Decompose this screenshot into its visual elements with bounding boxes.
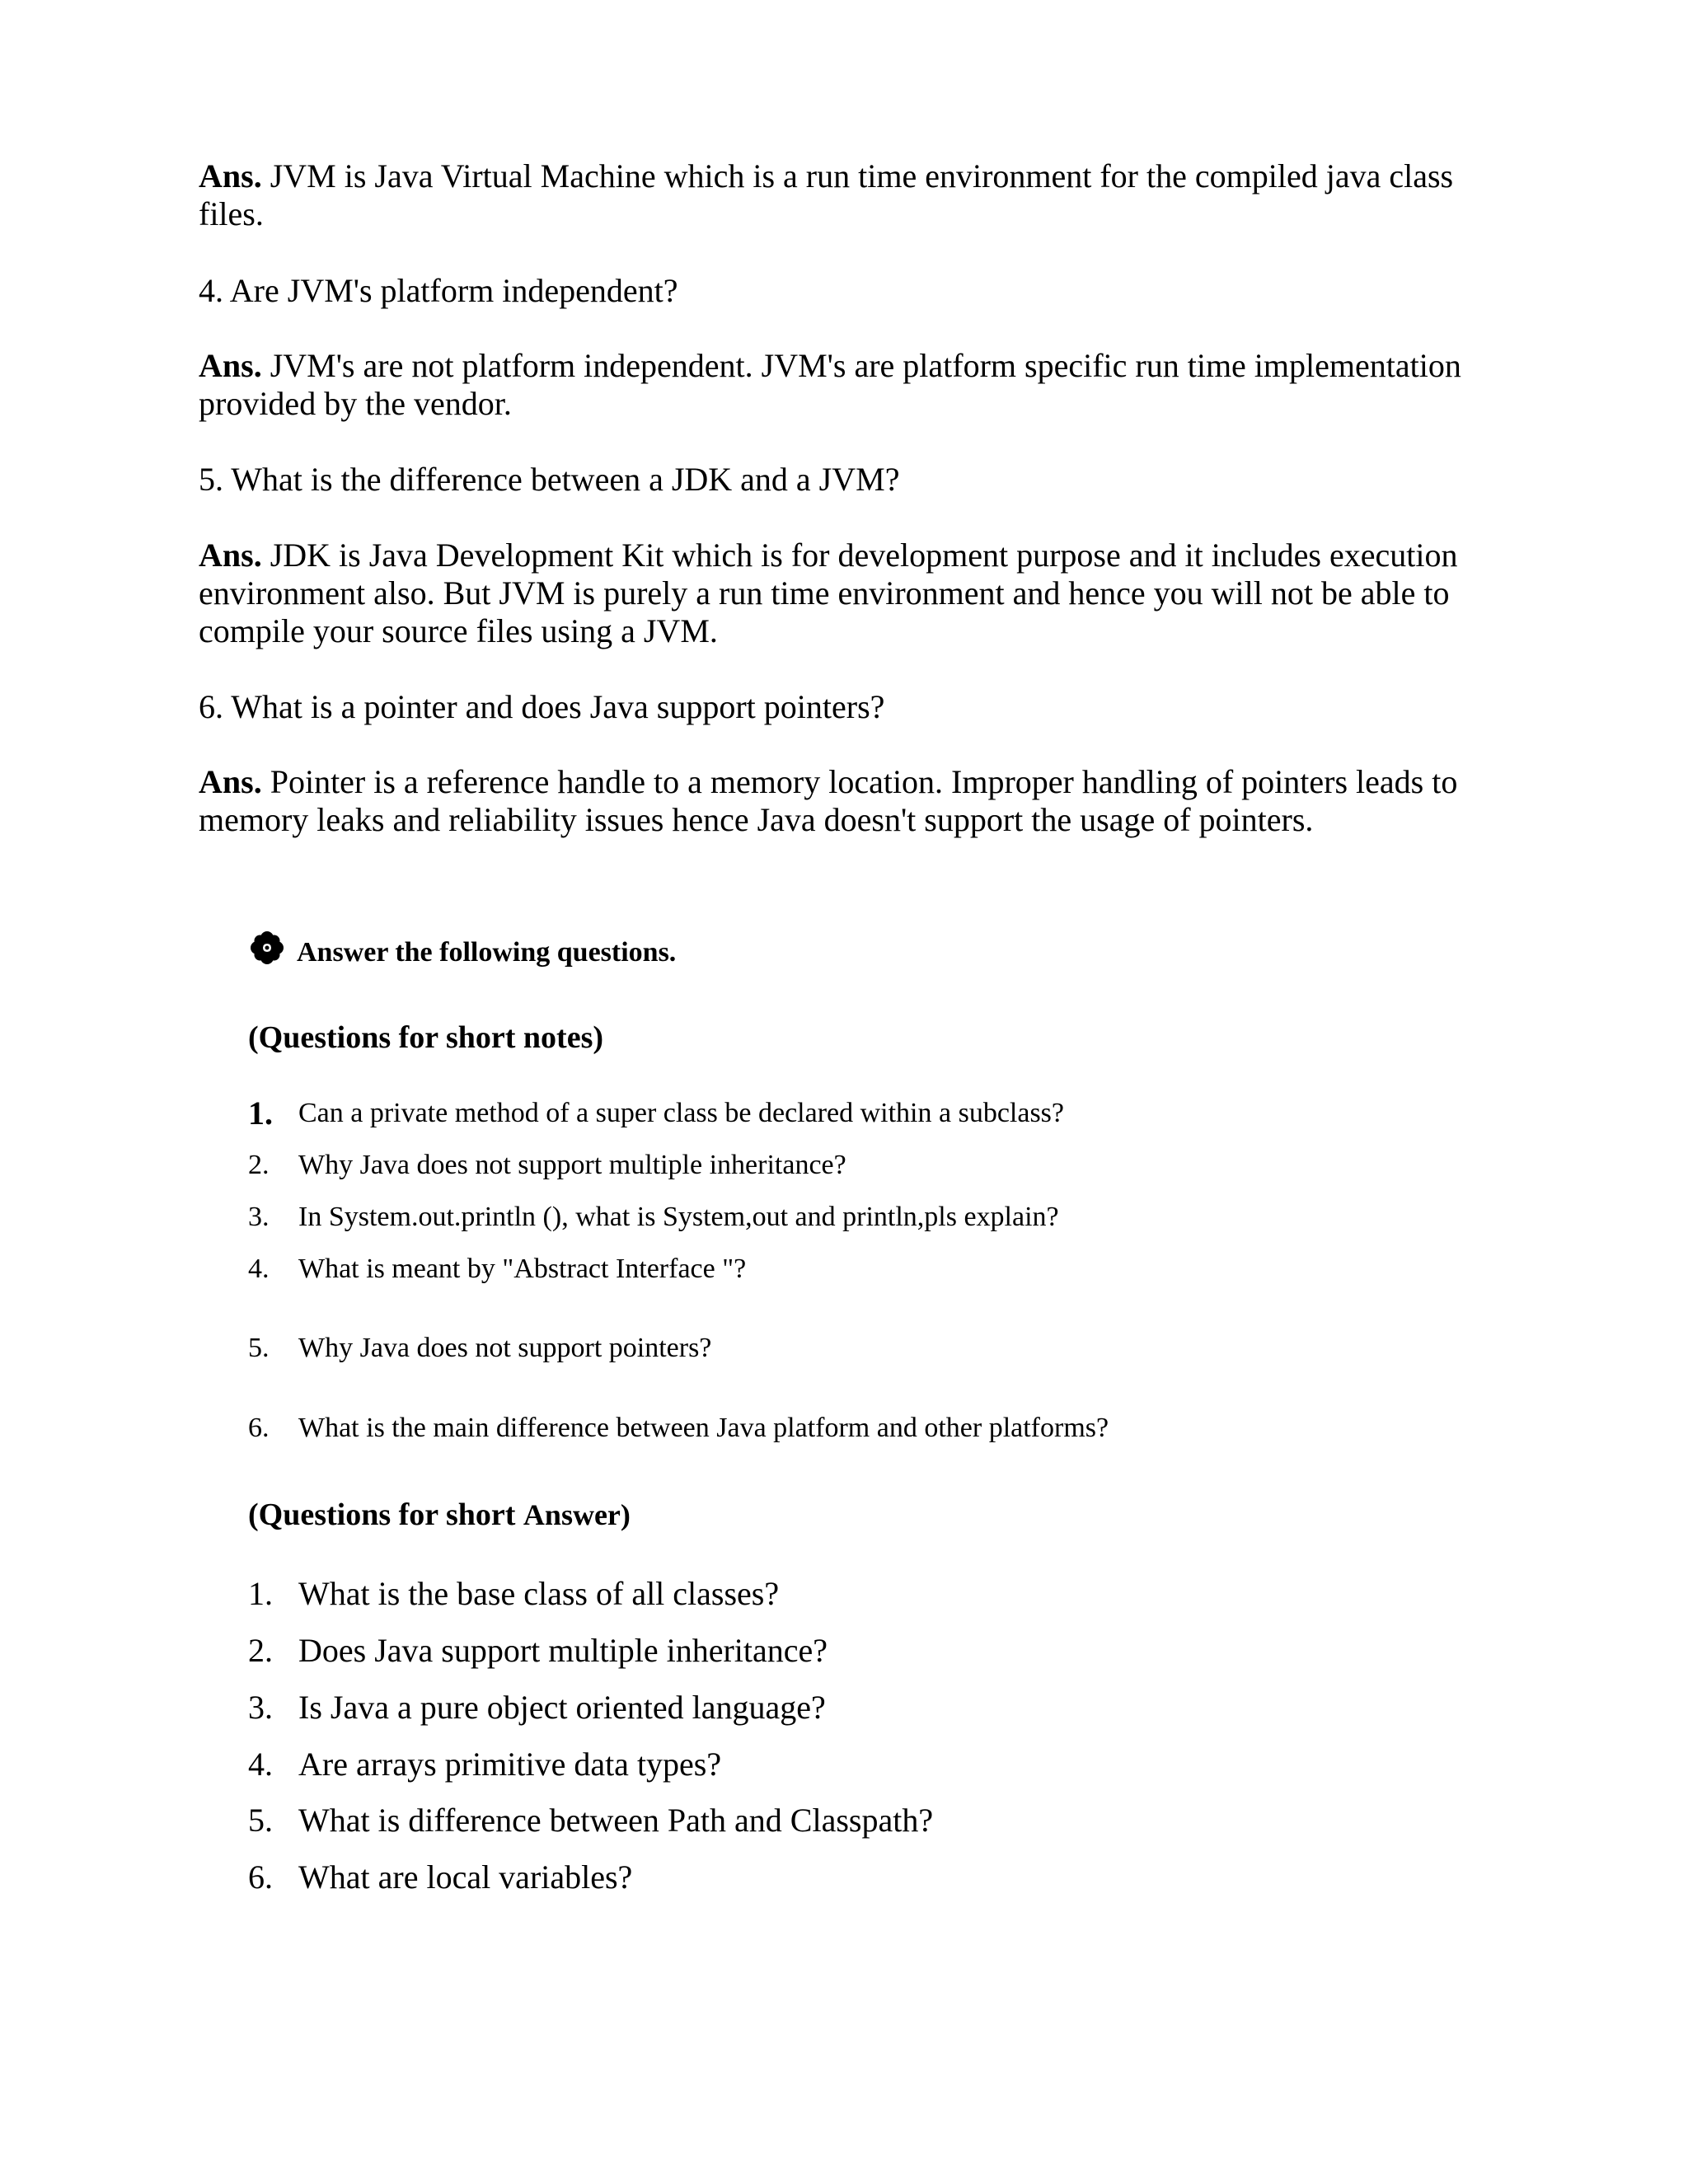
list-item bbox=[248, 1632, 828, 1670]
list-text: Are arrays primitive data types? bbox=[298, 1746, 722, 1783]
short-answer-heading-part2: Answer) bbox=[523, 1498, 631, 1531]
list-text: Is Java a pure object oriented language? bbox=[298, 1689, 826, 1726]
list-text: What is difference between Path and Classpath? bbox=[298, 1802, 934, 1839]
answer-label: Ans. bbox=[199, 157, 262, 194]
list-item bbox=[248, 1332, 711, 1365]
list-text: Why Java does not support multiple inheritance? bbox=[298, 1150, 846, 1180]
answer-label: Ans. bbox=[199, 537, 262, 574]
short-answer-heading-part1: (Questions for short bbox=[248, 1497, 523, 1532]
list-item bbox=[248, 1689, 826, 1727]
list-text: Why Java does not support pointers? bbox=[298, 1333, 712, 1363]
list-number: 3. bbox=[248, 1689, 273, 1726]
list-number: 1. bbox=[248, 1575, 273, 1612]
list-item bbox=[248, 1575, 779, 1613]
question-6: 6. What is a pointer and does Java support pointers? bbox=[199, 688, 885, 725]
list-number: 6. bbox=[248, 1858, 273, 1896]
list-number: 6. bbox=[248, 1413, 270, 1443]
list-text: What is the main difference between Java platform and other platforms? bbox=[298, 1413, 1109, 1443]
list-number: 4. bbox=[248, 1746, 273, 1783]
list-text: Does Java support multiple inheritance? bbox=[298, 1632, 828, 1669]
list-item bbox=[248, 1746, 721, 1783]
exercise-heading: Answer the following questions. bbox=[297, 937, 677, 968]
question-4: 4. Are JVM's platform independent? bbox=[199, 272, 678, 309]
list-item bbox=[248, 1253, 746, 1286]
list-text: What are local variables? bbox=[298, 1858, 633, 1896]
list-text: In System.out.println (), what is System,out and println,pls explain? bbox=[298, 1202, 1059, 1232]
answer-label: Ans. bbox=[199, 347, 262, 384]
answer-4 bbox=[199, 347, 1484, 423]
list-item bbox=[248, 1802, 933, 1840]
list-number: 2. bbox=[248, 1632, 273, 1669]
answer-text: Pointer is a reference handle to a memory location. Improper handling of pointers leads to memory leaks and reliability issues hence Java doesn't support the usage of pointers. bbox=[199, 763, 1458, 838]
list-text: What is the base class of all classes? bbox=[298, 1575, 780, 1612]
answer-text: JVM's are not platform independent. JVM's are platform specific run time implementation provided by the vendor. bbox=[199, 347, 1461, 422]
flower-icon bbox=[249, 930, 285, 966]
list-item bbox=[248, 1201, 1059, 1234]
list-number: 3. bbox=[248, 1202, 270, 1232]
short-answer-heading bbox=[248, 1497, 631, 1533]
list-item bbox=[248, 1412, 1109, 1445]
answer-text: JDK is Java Development Kit which is for development purpose and it includes execution environment also. But JVM is purely a run time environment and hence you will not be able to compile your source files using a JVM. bbox=[199, 537, 1458, 649]
list-item bbox=[248, 1149, 846, 1182]
list-number: 2. bbox=[248, 1150, 270, 1180]
list-number: 5. bbox=[248, 1802, 273, 1839]
answer-5 bbox=[199, 537, 1484, 650]
list-item bbox=[248, 1858, 632, 1896]
list-text: What is meant by "Abstract Interface "? bbox=[298, 1254, 747, 1284]
list-number: 1. bbox=[248, 1094, 273, 1132]
question-5: 5. What is the difference between a JDK and a JVM? bbox=[199, 461, 900, 498]
list-text: Can a private method of a super class be declared within a subclass? bbox=[298, 1098, 1065, 1128]
answer-label: Ans. bbox=[199, 763, 262, 800]
short-notes-heading: (Questions for short notes) bbox=[248, 1020, 604, 1055]
list-item bbox=[248, 1094, 1065, 1132]
list-number: 4. bbox=[248, 1254, 270, 1284]
list-number: 5. bbox=[248, 1333, 270, 1363]
answer-jvm-definition bbox=[199, 157, 1484, 233]
answer-6 bbox=[199, 763, 1484, 839]
answer-text: JVM is Java Virtual Machine which is a run time environment for the compiled java class files. bbox=[199, 157, 1454, 232]
